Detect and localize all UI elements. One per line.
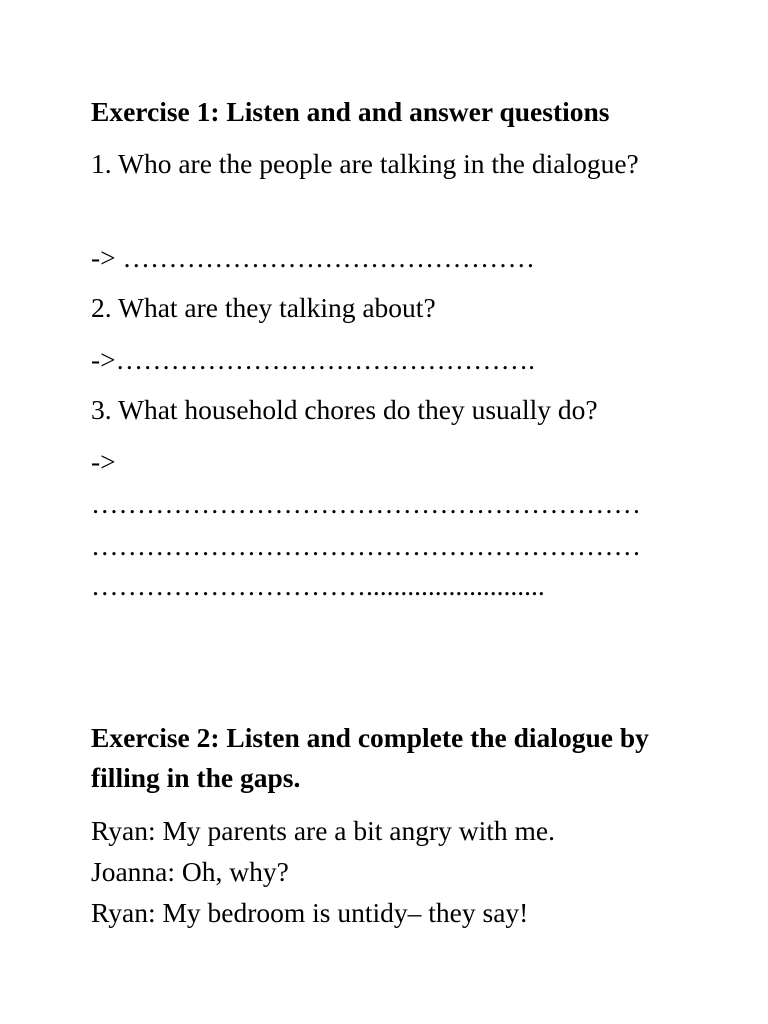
answer-2-blank: ->………………………………………. <box>91 344 536 375</box>
question-1: 1. Who are the people are talking in the dialogue? <box>91 148 639 179</box>
answer-1-blank: -> ……………………………………… <box>91 242 536 273</box>
exercise-2-title: Exercise 2: Listen and complete the dialogue by filling in the gaps. <box>91 722 649 793</box>
dialogue-line: Ryan: My parents are a bit angry with me. <box>91 815 555 846</box>
dialogue-line: Ryan: My bedroom is untidy– they say! <box>91 897 529 928</box>
dialogue-line: Joanna: Oh, why? <box>91 856 289 887</box>
question-2: 2. What are they talking about? <box>91 292 436 323</box>
answer-3-blank-line-3: ………………………….......................... <box>91 570 545 601</box>
answer-3-blank-line-2: …………………………………………………… <box>91 530 641 561</box>
answer-3-arrow: -> <box>91 446 116 477</box>
question-3: 3. What household chores do they usually do? <box>91 394 598 425</box>
answer-3-blank-line-1: …………………………………………………… <box>91 488 641 519</box>
exercise-1-title: Exercise 1: Listen and and answer questions <box>91 96 610 127</box>
